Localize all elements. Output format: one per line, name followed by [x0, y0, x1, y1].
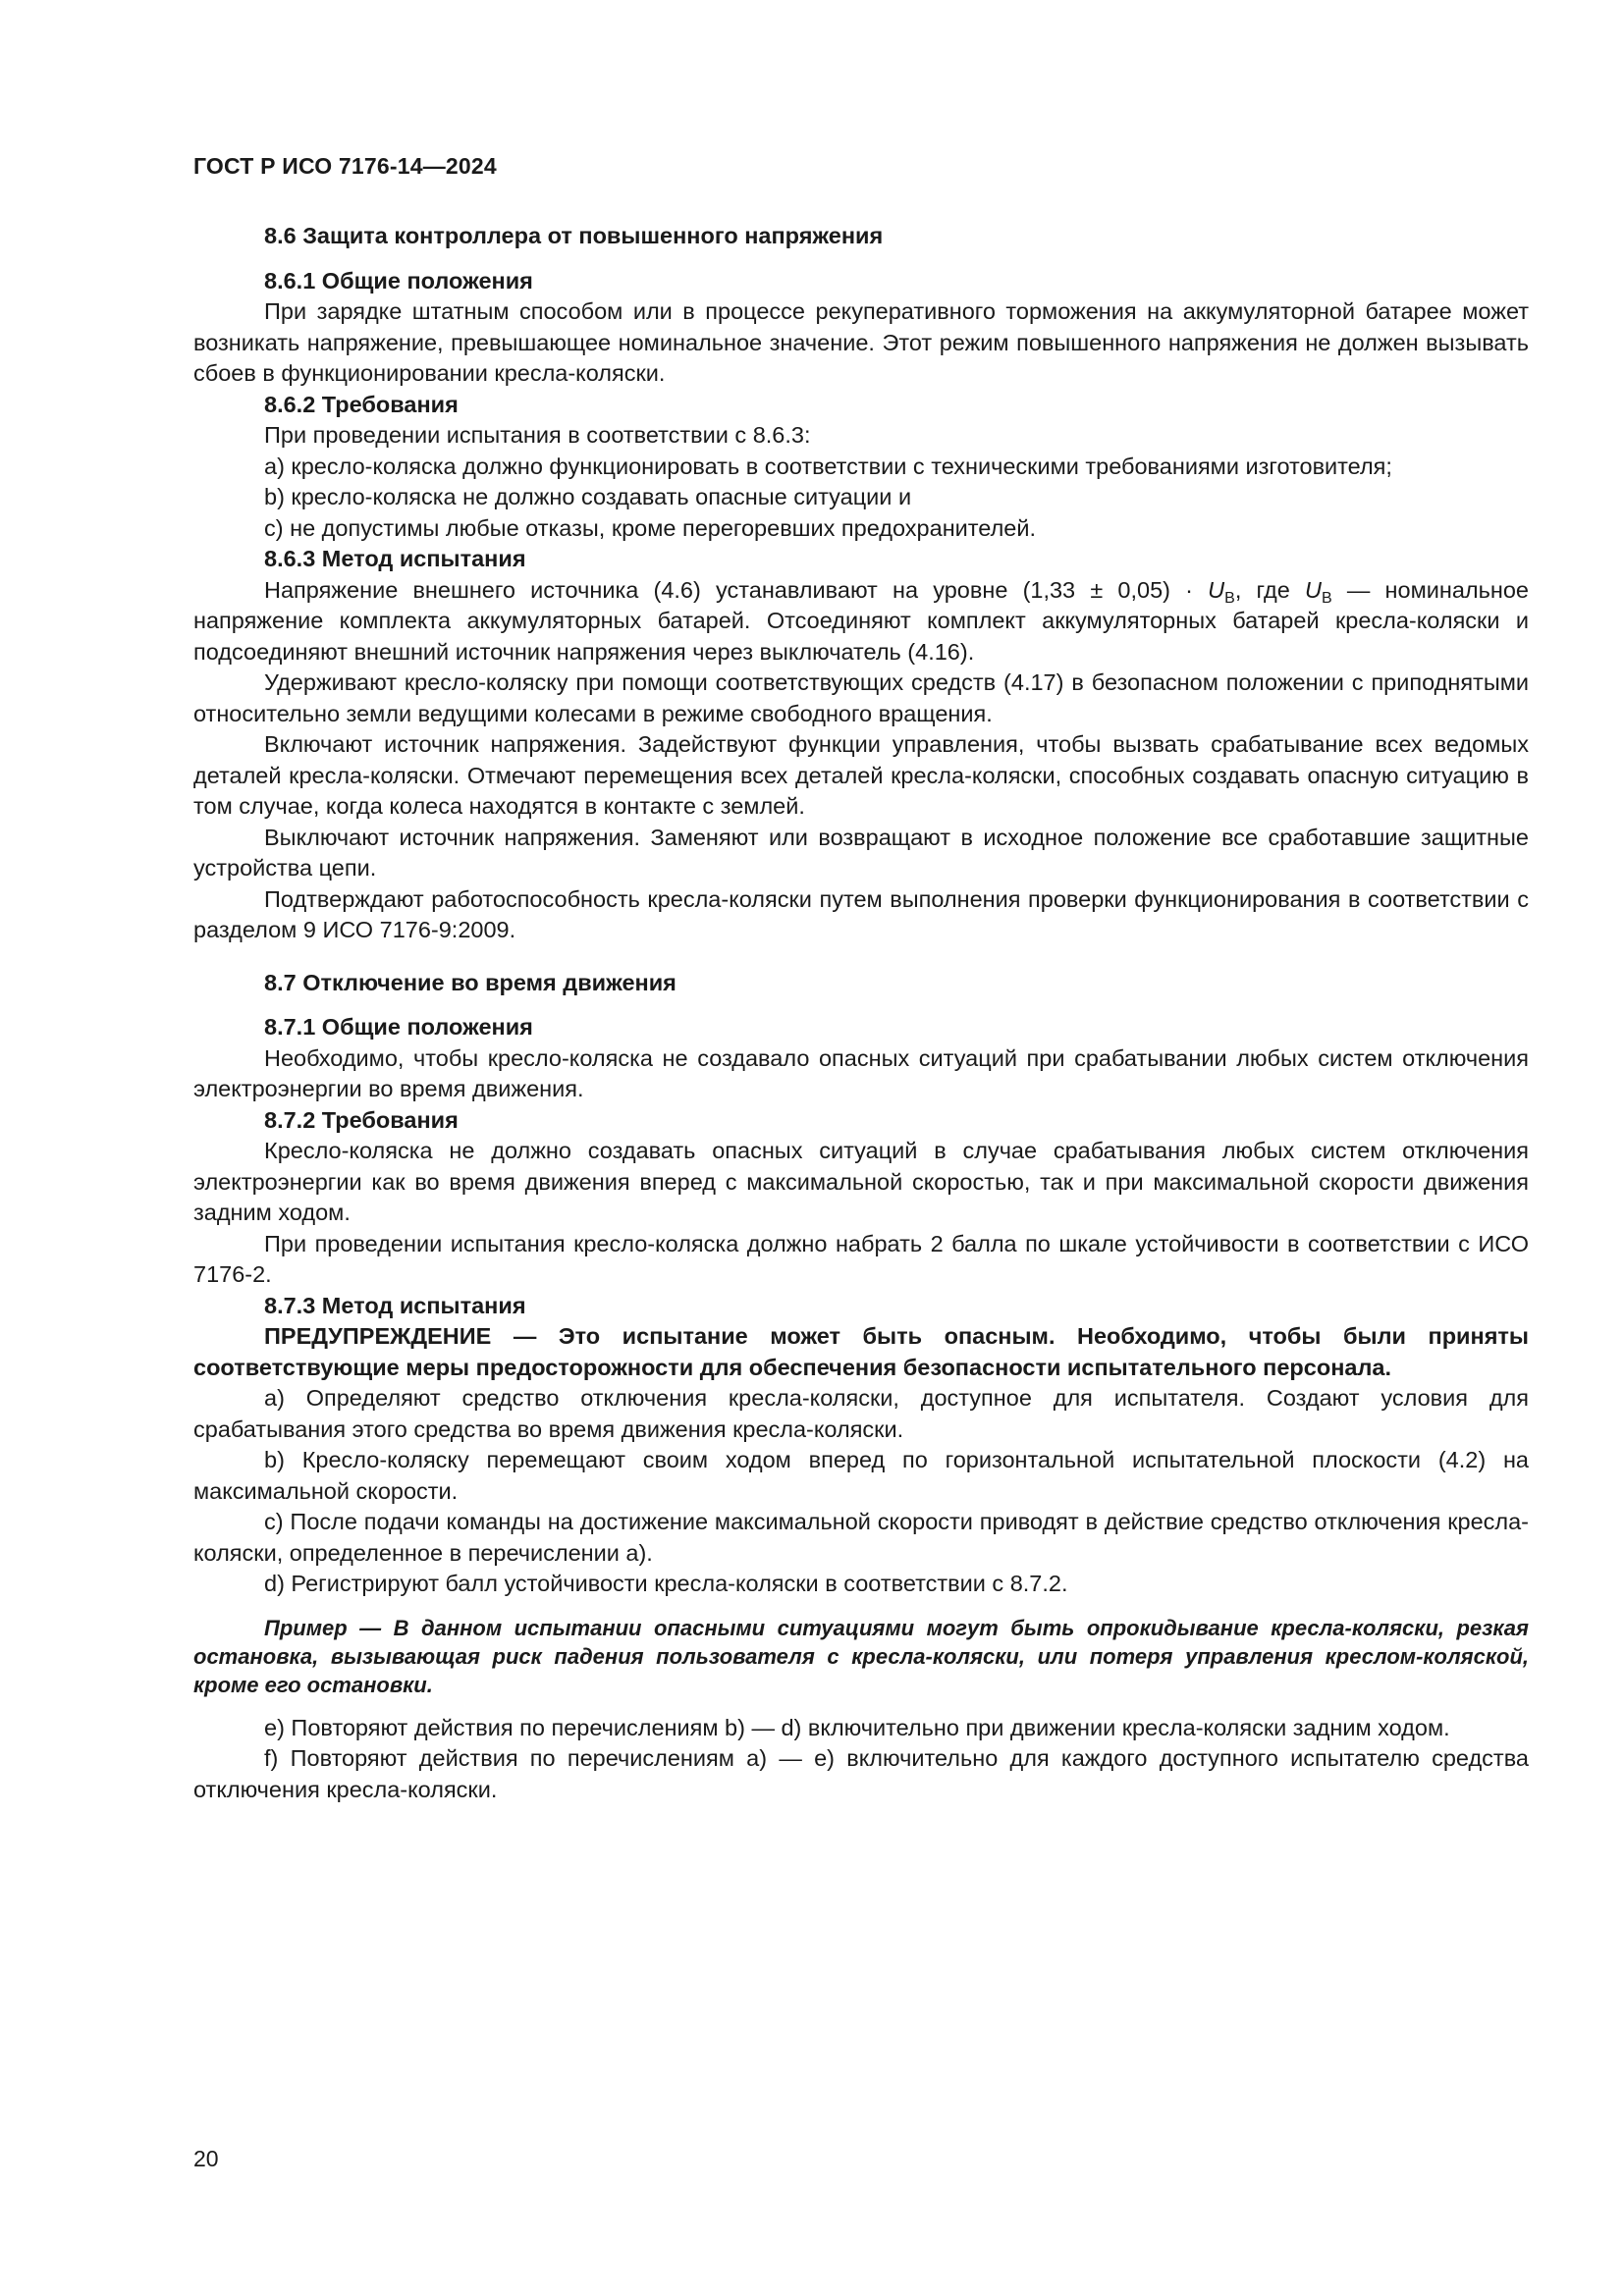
list-item: f) Повторяют действия по перечислениям a) — e) включительно для каждого доступного испытателю средства отключения кресла-коляски. [193, 1745, 1529, 1802]
list-item: b) кресло-коляска не должно создавать опасные ситуации и [264, 484, 912, 509]
text-run: , где [1234, 576, 1306, 603]
paragraph: При зарядке штатным способом или в процессе рекуперативного торможения на аккумуляторной батарее может возникать напряжение, превышающее номинальное значение. Этот режим повышенного напряжения не должен вызывать сбоев в функционировании кресла-коляски. [193, 298, 1529, 386]
paragraph: При проведении испытания в соответствии с 8.6.3: [264, 422, 811, 448]
example-note: Пример — В данном испытании опасными ситуациями могут быть опрокидывание кресла-коляски, резкая остановка, вызывающая риск падения пользователя с кресла-коляски, или потеря управления креслом-коляской, кроме его остановки. [193, 1615, 1529, 1697]
list-item: a) кресло-коляска должно функционировать в соответствии с техническими требованиями изготовителя; [264, 453, 1392, 479]
subsection-8-7-3-heading: 8.7.3 Метод испытания [264, 1292, 526, 1318]
subscript: B [1322, 589, 1332, 607]
list-item: c) После подачи команды на достижение максимальной скорости приводят в действие средство отключения кресла-коляски, определенное в перечислении a). [193, 1509, 1529, 1566]
paragraph: Выключают источник напряжения. Заменяют или возвращают в исходное положение все сработавшие защитные устройства цепи. [193, 824, 1529, 881]
section-8-7-heading: 8.7 Отключение во время движения [264, 969, 677, 995]
warning-text: ПРЕДУПРЕЖДЕНИЕ — Это испытание может быть опасным. Необходимо, чтобы были приняты соответствующие меры предосторожности для обеспечения безопасности испытательного персонала. [193, 1323, 1529, 1380]
paragraph-voltage [193, 575, 1529, 668]
list-item: c) не допустимы любые отказы, кроме перегоревших предохранителей. [264, 514, 1037, 541]
list-item: b) Кресло-коляску перемещают своим ходом вперед по горизонтальной испытательной плоскости (4.2) на максимальной скорости. [193, 1447, 1529, 1504]
subsection-8-7-1-heading: 8.7.1 Общие положения [264, 1014, 533, 1040]
document-header: ГОСТ Р ИСО 7176-14—2024 [193, 153, 497, 179]
subscript: B [1224, 589, 1235, 607]
subsection-8-6-3-heading: 8.6.3 Метод испытания [264, 546, 526, 571]
list-item: d) Регистрируют балл устойчивости кресла-коляски в соответствии с 8.7.2. [264, 1571, 1068, 1596]
subsection-8-7-2-heading: 8.7.2 Требования [264, 1106, 459, 1133]
text-run: — номинальное напряжение комплекта аккумуляторных батарей. Отсоединяют комплект аккумуляторных батарей кресла-коляски и подсоединяют внешний источник напряжения через выключатель (4.16). [193, 576, 1529, 665]
paragraph: Удерживают кресло-коляску при помощи соответствующих средств (4.17) в безопасном положении с приподнятыми относительно земли ведущими колесами в режиме свободного вращения. [193, 669, 1529, 726]
paragraph: При проведении испытания кресло-коляска должно набрать 2 балла по шкале устойчивости в соответствии с ИСО 7176-2. [193, 1230, 1529, 1287]
variable-u: U [1208, 576, 1225, 603]
subsection-8-6-2-heading: 8.6.2 Требования [264, 391, 459, 417]
paragraph: Включают источник напряжения. Задействуют функции управления, чтобы вызвать срабатывание всех ведомых деталей кресла-коляски. Отмечают перемещения всех деталей кресла-коляски, способных создавать опасную ситуацию в том случае, когда колеса находятся в контакте с землей. [193, 731, 1529, 819]
paragraph: Кресло-коляска не должно создавать опасных ситуаций в случае срабатывания любых систем отключения электроэнергии как во время движения вперед с максимальной скоростью, так и при максимальной скорости движения задним ходом. [193, 1138, 1529, 1225]
paragraph: Подтверждают работоспособность кресла-коляски путем выполнения проверки функционирования в соответствии с разделом 9 ИСО 7176-9:2009. [193, 885, 1529, 942]
list-item: a) Определяют средство отключения кресла-коляски, доступное для испытателя. Создают условия для срабатывания этого средства во время движения кресла-коляски. [193, 1385, 1529, 1442]
list-item: e) Повторяют действия по перечислениям b) — d) включительно при движении кресла-коляски задним ходом. [264, 1714, 1450, 1740]
variable-u: U [1305, 576, 1322, 603]
section-8-6-heading: 8.6 Защита контроллера от повышенного напряжения [264, 223, 884, 248]
page-number: 20 [193, 2146, 219, 2171]
text-run: Напряжение внешнего источника (4.6) устанавливают на уровне (1,33 ± 0,05) · [264, 576, 1209, 603]
document-body [193, 221, 1529, 1805]
subsection-8-6-1-heading: 8.6.1 Общие положения [264, 267, 533, 294]
paragraph: Необходимо, чтобы кресло-коляска не создавало опасных ситуаций при срабатывании любых систем отключения электроэнергии во время движения. [193, 1044, 1529, 1101]
